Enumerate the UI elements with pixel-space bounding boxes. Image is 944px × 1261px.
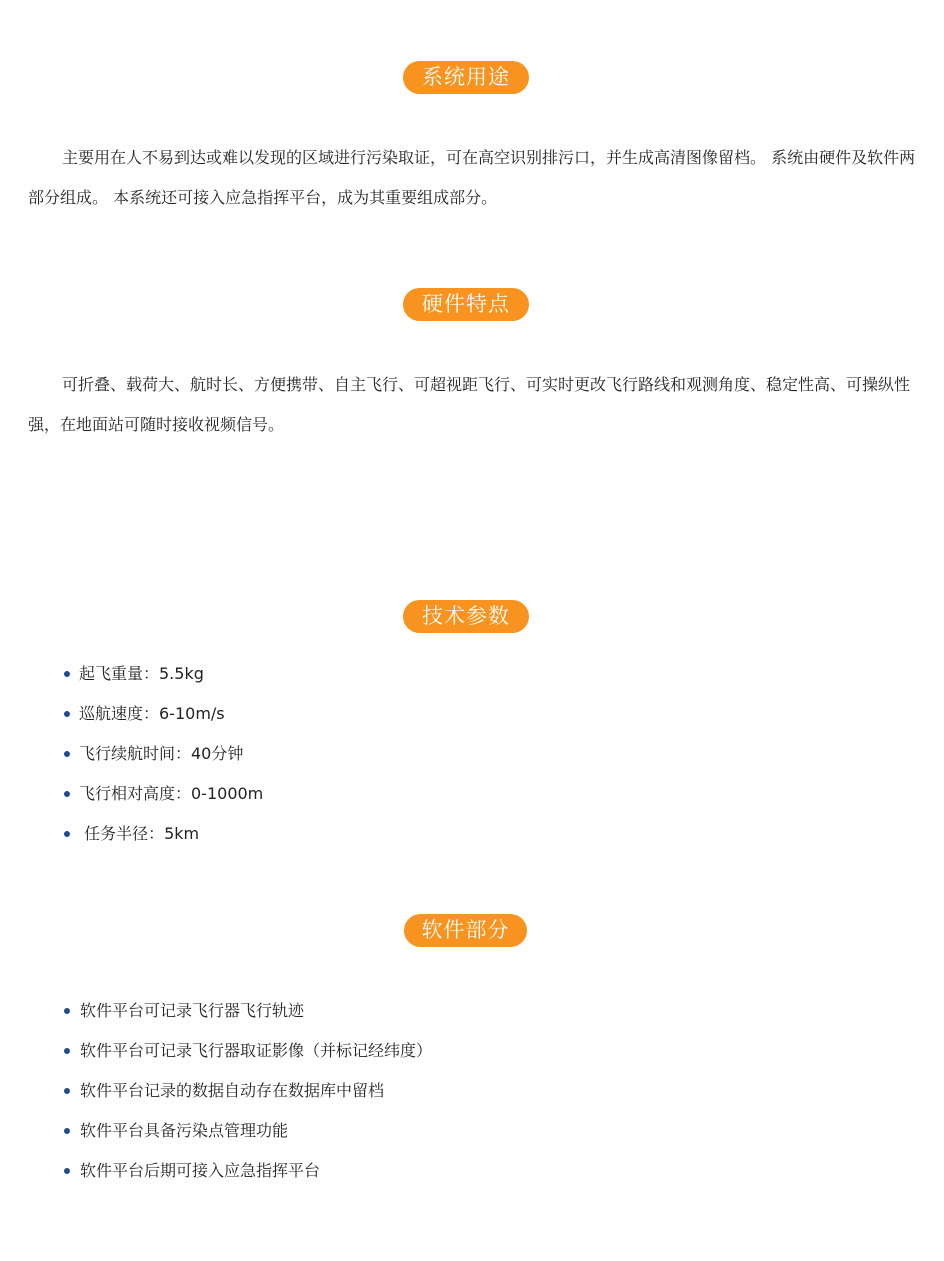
software-feature-text: 软件平台后期可接入应急指挥平台: [80, 1161, 321, 1180]
bullet-dot-icon: [64, 751, 70, 757]
bullet-dot-icon: [64, 1128, 70, 1134]
bullet-dot-icon: [64, 1088, 70, 1094]
software-feature-text: 软件平台记录的数据自动存在数据库中留档: [80, 1081, 385, 1100]
software-feature-text: 软件平台具备污染点管理功能: [80, 1121, 289, 1140]
spec-text: 巡航速度：6-10m/s: [79, 704, 225, 723]
bullet-dot-icon: [64, 791, 70, 797]
section-title-specs: 技术参数: [403, 600, 529, 633]
bullet-dot-icon: [64, 711, 70, 717]
bullet-dot-icon: [64, 671, 70, 677]
spec-text: 起飞重量：5.5kg: [79, 664, 204, 683]
software-feature-text: 软件平台可记录飞行器取证影像（并标记经纬度）: [80, 1041, 433, 1060]
bullet-dot-icon: [64, 1048, 70, 1054]
spec-text: 飞行相对高度：0-1000m: [79, 784, 264, 803]
software-feature-text: 软件平台可记录飞行器飞行轨迹: [80, 1001, 305, 1020]
spec-text: 任务半径：5km: [79, 824, 200, 843]
bullet-dot-icon: [64, 1008, 70, 1014]
spec-text: 飞行续航时间：40分钟: [79, 744, 244, 763]
section-title-software: 软件部分: [404, 914, 527, 947]
hardware-paragraph: 可折叠、载荷大、航时长、方便携带、自主飞行、可超视距飞行、可实时更改飞行路线和观测角度、稳定性高、可操纵性强，在地面站可随时接收视频信号。: [28, 375, 911, 434]
bullet-dot-icon: [64, 831, 70, 837]
section-title-hardware: 硬件特点: [403, 288, 529, 321]
section-title-purpose: 系统用途: [403, 61, 529, 94]
purpose-paragraph: 主要用在人不易到达或难以发现的区域进行污染取证，可在高空识别排污口，并生成高清图像留档。 系统由硬件及软件两部分组成。 本系统还可接入应急指挥平台，成为其重要组成部分。: [28, 148, 916, 207]
bullet-dot-icon: [64, 1168, 70, 1174]
